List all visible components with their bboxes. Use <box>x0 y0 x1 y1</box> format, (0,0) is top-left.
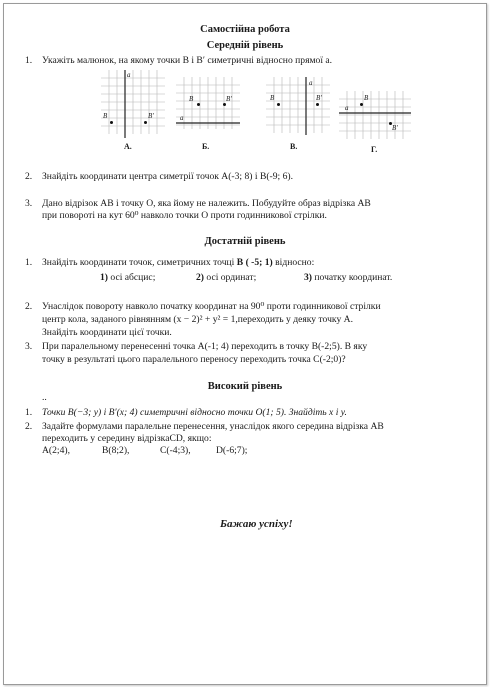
sufficient-task-2-line-2: центр кола, заданого рівнянням (x − 2)² + y² = 1,переходить у деяку точку A. <box>42 314 353 325</box>
point-c: C(-4;3), <box>160 445 191 456</box>
sufficient-task-1-number: 1. <box>25 257 33 268</box>
figure-b-point-b <box>197 103 200 106</box>
level-sufficient-title: Достатній рівень <box>204 236 286 247</box>
high-task-1-text: Точки B(−3; y) і B′(x; 4) симетричні відносно точки O(1; 5). Знайдіть x і y. <box>42 407 347 418</box>
figure-a-point-b <box>110 121 113 124</box>
option-3-text: початку координат. <box>314 272 393 283</box>
figure-b-line-label: a <box>180 114 184 122</box>
option-3 <box>304 272 392 284</box>
high-task-1-number: 1. <box>25 407 33 418</box>
high-task-2-number: 2. <box>25 421 33 432</box>
option-2-label: 2) <box>196 272 204 283</box>
stray-dots: .. <box>42 392 47 403</box>
work-title: Самостійна робота <box>200 24 290 35</box>
figure-v-label: В. <box>290 142 298 151</box>
level-medium-title: Середній рівень <box>206 40 284 51</box>
medium-task-2-number: 2. <box>25 171 33 182</box>
sufficient-task-2-number: 2. <box>25 301 33 312</box>
option-2-text: осі ординат; <box>206 272 257 283</box>
figure-b-point-b-prime <box>223 103 226 106</box>
figure-g-point-b-prime <box>389 122 392 125</box>
option-3-label: 3) <box>304 272 312 283</box>
figure-b-point-b-label: B <box>189 95 194 103</box>
figure-a-point-b-prime <box>144 121 147 124</box>
worksheet-page <box>3 3 487 685</box>
option-1-text: осі абсцис; <box>110 272 156 283</box>
medium-task-1-text: Укажіть малюнок, на якому точки B і B′ симетричні відносно прямої a. <box>42 55 333 66</box>
figure-v-grid <box>266 77 330 135</box>
medium-task-1-number: 1. <box>25 55 33 66</box>
figure-a-point-b-label: B <box>103 112 108 120</box>
figure-v-point-b <box>277 103 280 106</box>
medium-task-3-line-1: Дано відрізок AB і точку O, яка йому не належить. Побудуйте образ відрізка AB <box>42 198 371 209</box>
figure-g-label: Г. <box>371 145 378 154</box>
figure-a-label: А. <box>124 142 132 151</box>
point-a: A(2;4), <box>42 445 70 456</box>
figure-v-line-label: a <box>309 79 313 87</box>
sufficient-task-1-text <box>42 257 314 269</box>
figure-a-grid <box>101 70 165 140</box>
point-b: B(8;2), <box>102 445 130 456</box>
option-1-label: 1) <box>100 272 108 283</box>
figure-b-grid <box>176 77 240 132</box>
medium-task-3-line-2: при повороті на кут 60⁰ навколо точки O проти годинникової стрілки. <box>42 210 327 221</box>
high-task-2-line-2: переходить у середину відрізкаCD, якщо: <box>42 433 212 444</box>
figure-g-line-label: a <box>345 104 349 112</box>
sufficient-task-3-number: 3. <box>25 341 33 352</box>
figure-g-grid <box>339 91 411 139</box>
figure-v-point-b-prime <box>316 103 319 106</box>
high-task-2-line-1: Задайте формулами паралельне перенесення, унаслідок якого середина відрізка AB <box>42 421 384 432</box>
closing-wish: Бажаю успіху! <box>220 518 293 530</box>
sufficient-task-1-text-a: Знайдіть координати точок, симетричних точці <box>42 257 237 268</box>
figure-g-point-b-prime-label: B′ <box>392 124 398 132</box>
medium-task-3-number: 3. <box>25 198 33 209</box>
sufficient-task-3-line-2: точку в результаті цього паралельного переносу переходить точка C(-2;0)? <box>42 354 346 365</box>
sufficient-task-2-line-1: Унаслідок повороту навколо початку координат на 90⁰ проти годинникової стрілки <box>42 301 381 312</box>
sufficient-task-3-line-1: При паралельному перенесенні точка A(-1; 4) переходить в точку B(-2;5). В яку <box>42 341 368 352</box>
figure-b-label: Б. <box>202 142 210 151</box>
level-high-title: Високий рівень <box>207 381 283 392</box>
point-d: D(-6;7); <box>216 445 248 456</box>
option-2 <box>196 272 256 284</box>
sufficient-task-1-text-c: відносно: <box>272 257 315 268</box>
sufficient-task-2-line-3: Знайдіть координати цієї точки. <box>42 327 172 338</box>
option-1 <box>100 272 155 284</box>
medium-task-2-text: Знайдіть координати центра симетрії точок A(-3; 8) і B(-9; 6). <box>42 171 293 182</box>
sufficient-task-1-point: B ( -5; 1) <box>236 257 273 268</box>
figure-g-point-b-label: B <box>364 94 369 102</box>
figure-v-point-b-prime-label: B′ <box>316 94 322 102</box>
figure-b-point-b-prime-label: B′ <box>226 95 232 103</box>
figure-g-point-b <box>360 103 363 106</box>
figure-v-point-b-label: B <box>270 94 275 102</box>
figure-a-point-b-prime-label: B′ <box>148 112 154 120</box>
figure-a-line-label: a <box>127 71 131 79</box>
